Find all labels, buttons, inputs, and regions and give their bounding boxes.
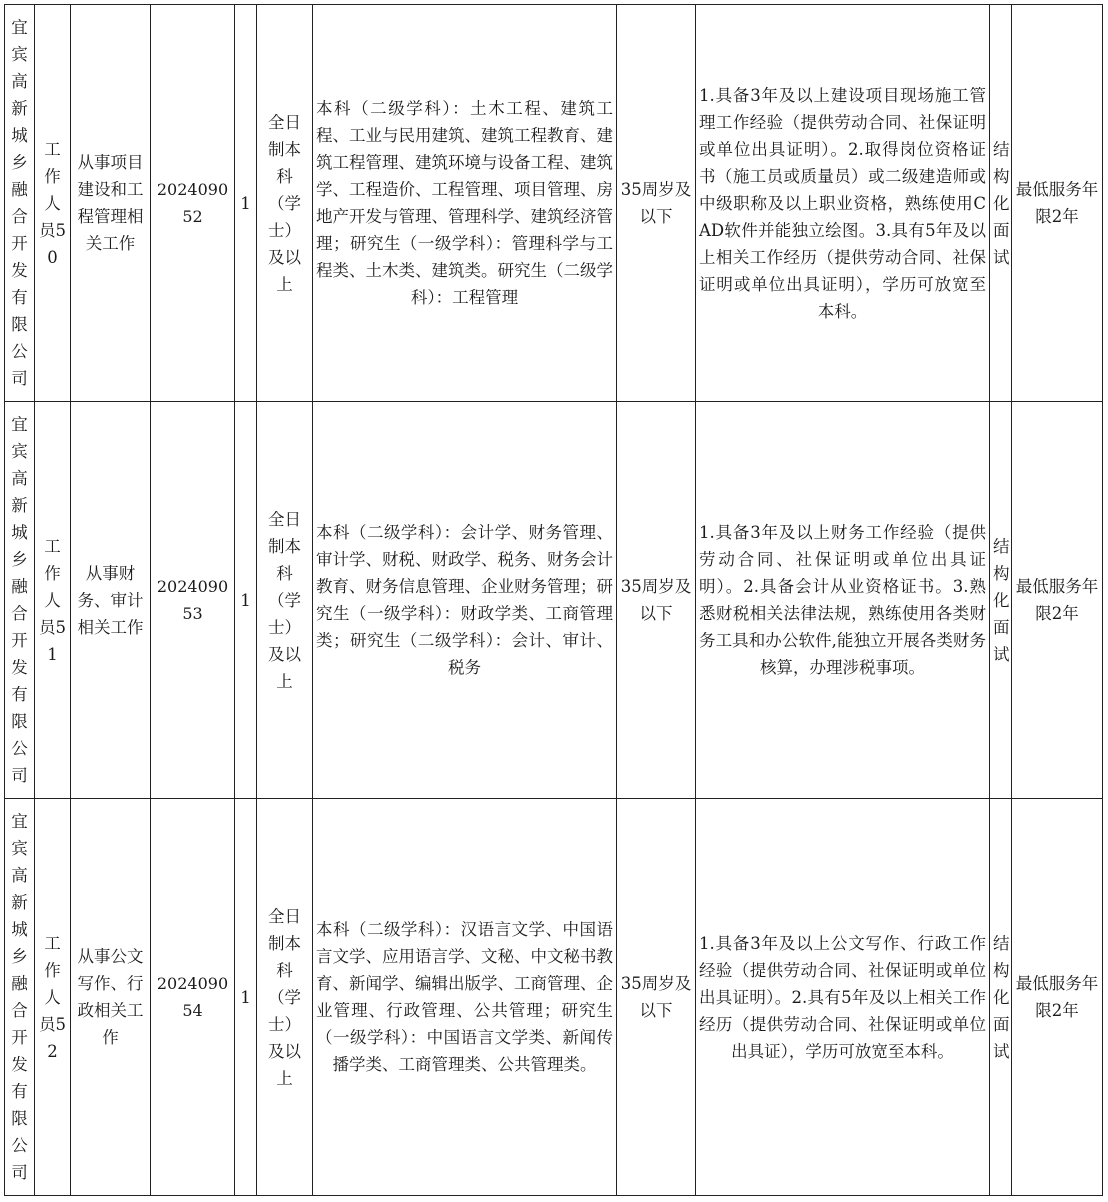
remark-cell: 最低服务年限2年 [1012, 402, 1103, 799]
company-cell: 宜宾高新城乡融合开发有限公司 [5, 402, 35, 799]
conditions-cell: 1.具备3年及以上公文写作、行政工作经验（提供劳动合同、社保证明或单位出具证明）。2.具有5年及以上相关工作经历（提供劳动合同、社保证明或单位出具证），学历可放宽至本科。 [696, 799, 990, 1196]
code-cell: 202409054 [151, 799, 235, 1196]
position-cell: 工作人员50 [35, 5, 71, 402]
age-cell: 35周岁及以下 [617, 799, 696, 1196]
conditions-cell: 1.具备3年及以上财务工作经验（提供劳动合同、社保证明或单位出具证明）。2.具备会计从业资格证书。3.熟悉财税相关法律法规，熟练使用各类财务工具和办公软件,能独立开展各类财务核算，办理涉税事项。 [696, 402, 990, 799]
table-row [5, 799, 1103, 1196]
position-cell: 工作人员52 [35, 799, 71, 1196]
code-cell: 202409052 [151, 5, 235, 402]
method-cell: 结构化面试 [990, 402, 1012, 799]
duty-cell: 从事公文写作、行政相关工作 [71, 799, 151, 1196]
company-cell: 宜宾高新城乡融合开发有限公司 [5, 5, 35, 402]
remark-cell: 最低服务年限2年 [1012, 5, 1103, 402]
recruitment-table [4, 4, 1103, 1196]
age-cell: 35周岁及以下 [617, 402, 696, 799]
age-cell: 35周岁及以下 [617, 5, 696, 402]
table-row [5, 5, 1103, 402]
company-cell: 宜宾高新城乡融合开发有限公司 [5, 799, 35, 1196]
conditions-cell: 1.具备3年及以上建设项目现场施工管理工作经验（提供劳动合同、社保证明或单位出具证明）。2.取得岗位资格证书（施工员或质量员）或二级建造师或中级职称及以上职业资格，熟练使用CAD软件并能独立绘图。3.具有5年及以上相关工作经历（提供劳动合同、社保证明或单位出具证明），学历可放宽至本科。 [696, 5, 990, 402]
education-cell: 全日制本科（学士）及以上 [257, 402, 313, 799]
count-cell: 1 [235, 402, 257, 799]
count-cell: 1 [235, 5, 257, 402]
duty-cell: 从事财务、审计相关工作 [71, 402, 151, 799]
method-cell: 结构化面试 [990, 799, 1012, 1196]
education-cell: 全日制本科（学士）及以上 [257, 799, 313, 1196]
count-cell: 1 [235, 799, 257, 1196]
majors-cell: 本科（二级学科）：会计学、财务管理、审计学、财税、财政学、税务、财务会计教育、财务信息管理、企业财务管理；研究生（一级学科）：财政学类、工商管理类；研究生（二级学科）：会计、审计、税务 [313, 402, 617, 799]
remark-cell: 最低服务年限2年 [1012, 799, 1103, 1196]
duty-cell: 从事项目建设和工程管理相关工作 [71, 5, 151, 402]
position-cell: 工作人员51 [35, 402, 71, 799]
majors-cell: 本科（二级学科）：汉语言文学、中国语言文学、应用语言学、文秘、中文秘书教育、新闻学、编辑出版学、工商管理、企业管理、行政管理、公共管理；研究生（一级学科）：中国语言文学类、新闻传播学类、工商管理类、公共管理类。 [313, 799, 617, 1196]
majors-cell: 本科（二级学科）：土木工程、建筑工程、工业与民用建筑、建筑工程教育、建筑工程管理、建筑环境与设备工程、建筑学、工程造价、工程管理、项目管理、房地产开发与管理、管理科学、建筑经济管理；研究生（一级学科）：管理科学与工程类、土木类、建筑类。研究生（二级学科）：工程管理 [313, 5, 617, 402]
table-row [5, 402, 1103, 799]
code-cell: 202409053 [151, 402, 235, 799]
method-cell: 结构化面试 [990, 5, 1012, 402]
education-cell: 全日制本科（学士）及以上 [257, 5, 313, 402]
